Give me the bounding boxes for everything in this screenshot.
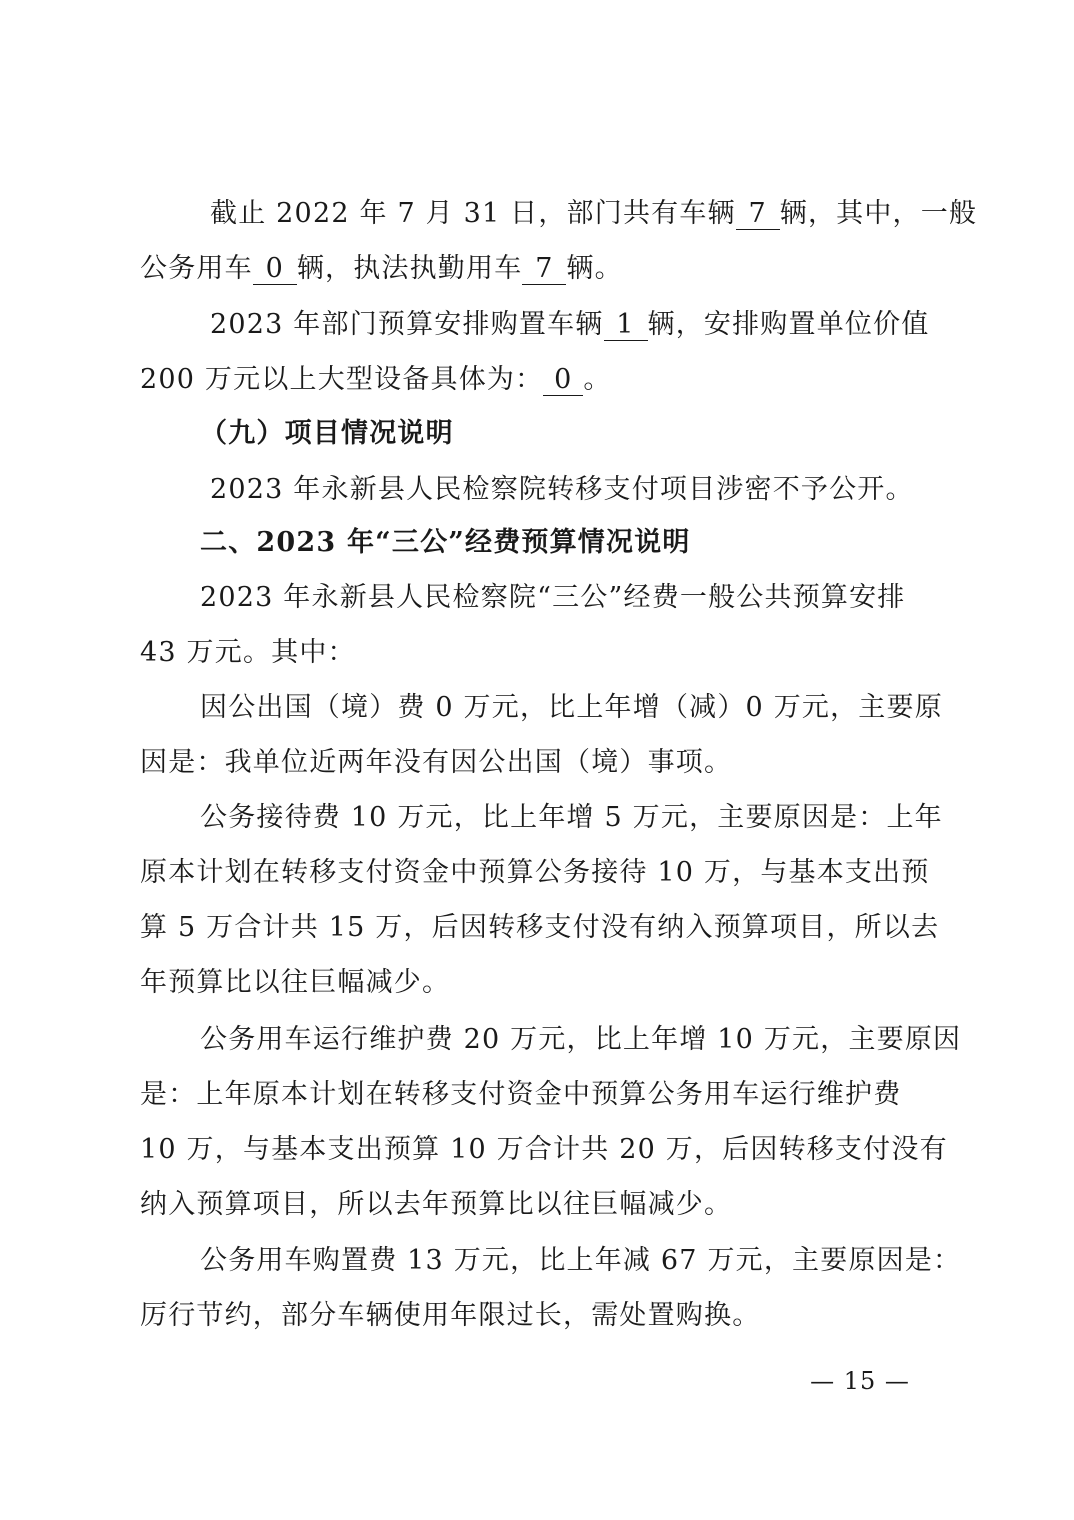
section-2-heading: 二、2023 年“三公”经费预算情况说明 <box>200 527 691 558</box>
paragraph-line: 10 万，与基本支出预算 10 万合计共 20 万，后因转移支付没有 <box>140 1134 948 1165</box>
paragraph-line: 公务接待费 10 万元，比上年增 5 万元，主要原因是：上年 <box>200 802 943 833</box>
paragraph-line: 年预算比以往巨幅减少。 <box>140 967 451 998</box>
vehicles-total-value: 7 <box>736 199 780 230</box>
vehicles-line-2 <box>140 251 940 287</box>
section-9-heading: （九）项目情况说明 <box>200 418 454 449</box>
paragraph-line: 公务用车运行维护费 20 万元，比上年增 10 万元，主要原因 <box>200 1024 962 1055</box>
vehicles-text: 辆，其中，一般 <box>779 198 978 229</box>
purchase-text: 2023 年部门预算安排购置车辆 <box>210 309 604 340</box>
enforcement-vehicles-value: 7 <box>522 254 566 285</box>
paragraph-line: 原本计划在转移支付资金中预算公务接待 10 万，与基本支出预 <box>140 857 930 888</box>
section-9-text: 2023 年永新县人民检察院转移支付项目涉密不予公开。 <box>210 474 914 505</box>
paragraph-line: 厉行节约，部分车辆使用年限过长，需处置购换。 <box>140 1300 761 1331</box>
vehicles-line-1 <box>210 196 1010 232</box>
paragraph-line: 2023 年永新县人民检察院“三公”经费一般公共预算安排 <box>200 582 906 613</box>
paragraph-line: 公务用车购置费 13 万元，比上年减 67 万元，主要原因是： <box>200 1245 962 1276</box>
vehicles-text: 辆。 <box>566 253 623 284</box>
purchase-text: 200 万元以上大型设备具体为： <box>140 364 544 395</box>
purchase-line-1 <box>210 307 1010 343</box>
purchase-line-2 <box>140 362 940 398</box>
vehicles-text: 截止 2022 年 7 月 31 日，部门共有车辆 <box>210 198 736 229</box>
paragraph-line: 纳入预算项目，所以去年预算比以往巨幅减少。 <box>140 1189 733 1220</box>
paragraph-line: 43 万元。其中： <box>140 637 356 668</box>
paragraph-line: 因公出国（境）费 0 万元，比上年增（减）0 万元，主要原 <box>200 692 943 723</box>
purchase-count-value: 1 <box>604 310 648 341</box>
paragraph-line: 是：上年原本计划在转移支付资金中预算公务用车运行维护费 <box>140 1079 902 1110</box>
vehicles-text: 公务用车 <box>140 253 253 284</box>
general-vehicles-value: 0 <box>253 254 297 285</box>
page-number: — 15 — <box>810 1367 910 1395</box>
purchase-text: 。 <box>583 364 612 395</box>
purchase-text: 辆，安排购置单位价值 <box>647 309 930 340</box>
vehicles-text: 辆，执法执勤用车 <box>296 253 523 284</box>
paragraph-line: 算 5 万合计共 15 万，后因转移支付没有纳入预算项目，所以去 <box>140 912 940 943</box>
equipment-value: 0 <box>543 365 583 396</box>
paragraph-line: 因是：我单位近两年没有因公出国（境）事项。 <box>140 747 733 778</box>
